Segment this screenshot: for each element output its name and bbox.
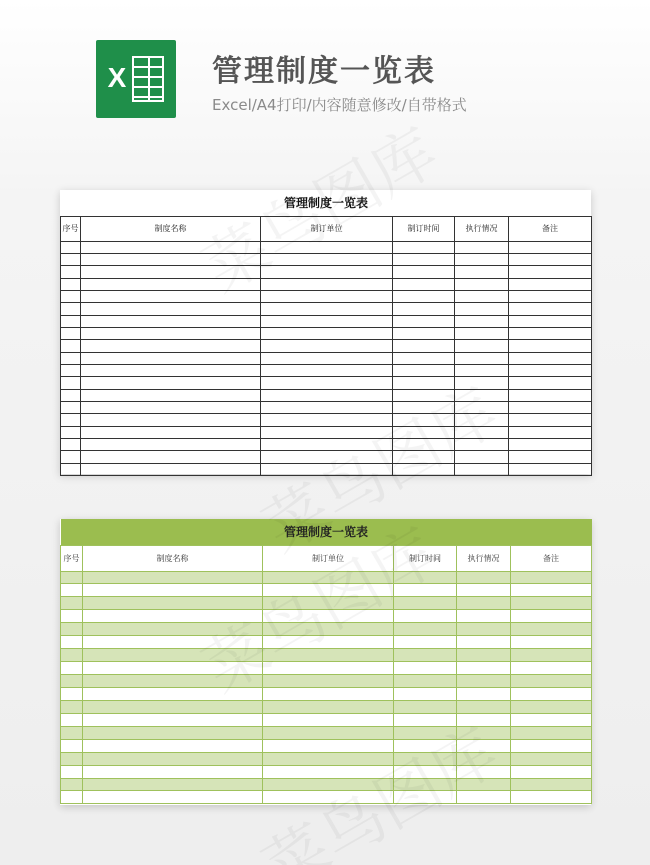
table-row bbox=[61, 765, 592, 778]
table-cell[interactable] bbox=[261, 352, 393, 364]
table-cell[interactable] bbox=[61, 278, 81, 290]
table-cell[interactable] bbox=[393, 352, 455, 364]
table-cell[interactable] bbox=[61, 584, 83, 597]
table-row bbox=[61, 278, 592, 290]
table-cell[interactable] bbox=[394, 687, 457, 700]
table-cell[interactable] bbox=[263, 778, 394, 791]
table-cell[interactable] bbox=[511, 571, 592, 584]
table-cell[interactable] bbox=[455, 266, 509, 278]
table-row bbox=[61, 303, 592, 315]
table-cell[interactable] bbox=[261, 364, 393, 376]
table-row bbox=[61, 752, 592, 765]
table-cell[interactable] bbox=[393, 426, 455, 438]
table-cell[interactable] bbox=[61, 266, 81, 278]
table-row bbox=[61, 636, 592, 649]
table-cell[interactable] bbox=[83, 687, 263, 700]
table-row bbox=[61, 389, 592, 401]
table-cell[interactable] bbox=[83, 584, 263, 597]
table-cell[interactable] bbox=[394, 662, 457, 675]
table-cell[interactable] bbox=[81, 327, 261, 339]
table-cell[interactable] bbox=[394, 765, 457, 778]
table-cell[interactable] bbox=[394, 739, 457, 752]
table-cell[interactable] bbox=[393, 303, 455, 315]
table-cell[interactable] bbox=[261, 426, 393, 438]
table-cell[interactable] bbox=[455, 414, 509, 426]
table-row bbox=[61, 315, 592, 327]
table-cell[interactable] bbox=[511, 765, 592, 778]
page-subtitle: Excel/A4打印/内容随意修改/自带格式 bbox=[212, 96, 467, 114]
spreadsheet-grid-icon bbox=[132, 56, 164, 102]
table-row bbox=[61, 675, 592, 688]
table-cell[interactable] bbox=[83, 739, 263, 752]
table-cell[interactable] bbox=[261, 451, 393, 463]
table-cell[interactable] bbox=[511, 610, 592, 623]
table-cell[interactable] bbox=[509, 414, 592, 426]
table-cell[interactable] bbox=[261, 377, 393, 389]
table-cell[interactable] bbox=[393, 439, 455, 451]
table-cell[interactable] bbox=[81, 426, 261, 438]
table-cell[interactable] bbox=[261, 463, 393, 475]
table-row bbox=[61, 327, 592, 339]
column-header-status: 执行情况 bbox=[455, 216, 509, 241]
table-cell[interactable] bbox=[509, 352, 592, 364]
table-cell[interactable] bbox=[261, 389, 393, 401]
table-cell[interactable] bbox=[81, 290, 261, 302]
table-cell[interactable] bbox=[509, 327, 592, 339]
table-row bbox=[61, 687, 592, 700]
table-cell[interactable] bbox=[83, 597, 263, 610]
table-cell[interactable] bbox=[457, 662, 511, 675]
table-row bbox=[61, 352, 592, 364]
table-cell[interactable] bbox=[393, 451, 455, 463]
table-row bbox=[61, 414, 592, 426]
table-cell[interactable] bbox=[261, 303, 393, 315]
column-header-unit: 制订单位 bbox=[261, 216, 393, 241]
table-cell[interactable] bbox=[61, 315, 81, 327]
table-cell[interactable] bbox=[394, 713, 457, 726]
table-cell[interactable] bbox=[61, 700, 83, 713]
table-cell[interactable] bbox=[394, 700, 457, 713]
table-cell[interactable] bbox=[455, 364, 509, 376]
table-cell[interactable] bbox=[394, 571, 457, 584]
table-cell[interactable] bbox=[263, 649, 394, 662]
table-cell[interactable] bbox=[261, 414, 393, 426]
table-cell[interactable] bbox=[81, 451, 261, 463]
table-cell[interactable] bbox=[61, 389, 81, 401]
table-row bbox=[61, 623, 592, 636]
table-cell[interactable] bbox=[509, 241, 592, 253]
table-cell[interactable] bbox=[61, 675, 83, 688]
table-cell[interactable] bbox=[261, 266, 393, 278]
column-header-name: 制度名称 bbox=[83, 545, 263, 571]
table-cell[interactable] bbox=[509, 426, 592, 438]
table-cell[interactable] bbox=[509, 463, 592, 475]
table-cell[interactable] bbox=[511, 739, 592, 752]
table-cell[interactable] bbox=[457, 649, 511, 662]
table-cell[interactable] bbox=[263, 765, 394, 778]
table-cell[interactable] bbox=[83, 571, 263, 584]
table-cell[interactable] bbox=[511, 662, 592, 675]
table-row bbox=[61, 597, 592, 610]
table-cell[interactable] bbox=[457, 636, 511, 649]
table-cell[interactable] bbox=[455, 278, 509, 290]
table-cell[interactable] bbox=[455, 241, 509, 253]
table-cell[interactable] bbox=[511, 687, 592, 700]
table-row bbox=[61, 401, 592, 413]
table-cell[interactable] bbox=[457, 752, 511, 765]
table-cell[interactable] bbox=[261, 241, 393, 253]
table-cell[interactable] bbox=[509, 278, 592, 290]
table-cell[interactable] bbox=[511, 649, 592, 662]
table-cell[interactable] bbox=[455, 451, 509, 463]
table-cell[interactable] bbox=[393, 463, 455, 475]
table-cell[interactable] bbox=[394, 649, 457, 662]
table-cell[interactable] bbox=[61, 765, 83, 778]
table-cell[interactable] bbox=[61, 241, 81, 253]
table-cell[interactable] bbox=[509, 377, 592, 389]
table-row bbox=[61, 377, 592, 389]
table-cell[interactable] bbox=[81, 389, 261, 401]
table-cell[interactable] bbox=[455, 352, 509, 364]
table-row bbox=[61, 364, 592, 376]
table-cell[interactable] bbox=[511, 597, 592, 610]
table-cell[interactable] bbox=[263, 791, 394, 804]
column-header-name: 制度名称 bbox=[81, 216, 261, 241]
table-body bbox=[61, 241, 592, 476]
table-cell[interactable] bbox=[261, 327, 393, 339]
table-cell[interactable] bbox=[83, 636, 263, 649]
table-cell[interactable] bbox=[509, 253, 592, 265]
table-cell[interactable] bbox=[455, 253, 509, 265]
table-row bbox=[61, 700, 592, 713]
table-cell[interactable] bbox=[263, 571, 394, 584]
table-cell[interactable] bbox=[393, 241, 455, 253]
table-cell[interactable] bbox=[261, 290, 393, 302]
table-row bbox=[61, 662, 592, 675]
table-cell[interactable] bbox=[61, 401, 81, 413]
column-header-remarks: 备注 bbox=[511, 545, 592, 571]
table-cell[interactable] bbox=[509, 266, 592, 278]
table-cell[interactable] bbox=[511, 791, 592, 804]
table-cell[interactable] bbox=[263, 662, 394, 675]
table-cell[interactable] bbox=[457, 584, 511, 597]
table-row bbox=[61, 713, 592, 726]
table-cell[interactable] bbox=[511, 636, 592, 649]
table-cell[interactable] bbox=[509, 315, 592, 327]
table-row bbox=[61, 791, 592, 804]
table-cell[interactable] bbox=[263, 584, 394, 597]
table-cell[interactable] bbox=[61, 364, 81, 376]
table-row bbox=[61, 649, 592, 662]
table-cell[interactable] bbox=[81, 303, 261, 315]
table-cell[interactable] bbox=[457, 778, 511, 791]
table-cell[interactable] bbox=[394, 584, 457, 597]
table-cell[interactable] bbox=[61, 439, 81, 451]
table-cell[interactable] bbox=[83, 726, 263, 739]
table-row bbox=[61, 253, 592, 265]
table-cell[interactable] bbox=[61, 649, 83, 662]
table-cell[interactable] bbox=[263, 610, 394, 623]
table-row bbox=[61, 241, 592, 253]
table-cell[interactable] bbox=[455, 426, 509, 438]
table-cell[interactable] bbox=[394, 791, 457, 804]
table-title: 管理制度一览表 bbox=[61, 190, 592, 216]
table-cell[interactable] bbox=[455, 401, 509, 413]
table-cell[interactable] bbox=[83, 649, 263, 662]
table-cell[interactable] bbox=[61, 414, 81, 426]
table-cell[interactable] bbox=[261, 401, 393, 413]
table-cell[interactable] bbox=[455, 290, 509, 302]
table-cell[interactable] bbox=[81, 377, 261, 389]
table-cell[interactable] bbox=[81, 266, 261, 278]
column-header-status: 执行情况 bbox=[457, 545, 511, 571]
table-cell[interactable] bbox=[83, 765, 263, 778]
table-cell[interactable] bbox=[457, 791, 511, 804]
regulation-table-green bbox=[60, 519, 592, 804]
table-cell[interactable] bbox=[261, 315, 393, 327]
table-cell[interactable] bbox=[393, 364, 455, 376]
table-cell[interactable] bbox=[61, 778, 83, 791]
table-cell[interactable] bbox=[263, 687, 394, 700]
table-cell[interactable] bbox=[393, 315, 455, 327]
table-cell[interactable] bbox=[61, 687, 83, 700]
table-row bbox=[61, 340, 592, 352]
table-cell[interactable] bbox=[263, 623, 394, 636]
table-title: 管理制度一览表 bbox=[61, 519, 592, 545]
table-cell[interactable] bbox=[511, 584, 592, 597]
table-row bbox=[61, 571, 592, 584]
table-cell[interactable] bbox=[261, 253, 393, 265]
table-cell[interactable] bbox=[61, 463, 81, 475]
table-cell[interactable] bbox=[393, 278, 455, 290]
table-cell[interactable] bbox=[81, 401, 261, 413]
table-cell[interactable] bbox=[261, 278, 393, 290]
table-cell[interactable] bbox=[509, 364, 592, 376]
table-cell[interactable] bbox=[457, 700, 511, 713]
table-cell[interactable] bbox=[81, 352, 261, 364]
table-cell[interactable] bbox=[61, 327, 81, 339]
table-cell[interactable] bbox=[81, 278, 261, 290]
table-cell[interactable] bbox=[61, 752, 83, 765]
table-cell[interactable] bbox=[509, 439, 592, 451]
table-cell[interactable] bbox=[81, 463, 261, 475]
table-cell[interactable] bbox=[455, 340, 509, 352]
table-cell[interactable] bbox=[81, 414, 261, 426]
table-cell[interactable] bbox=[83, 610, 263, 623]
table-cell[interactable] bbox=[61, 377, 81, 389]
table-cell[interactable] bbox=[83, 700, 263, 713]
column-header-date: 制订时间 bbox=[394, 545, 457, 571]
table-cell[interactable] bbox=[455, 389, 509, 401]
table-cell[interactable] bbox=[61, 253, 81, 265]
table-cell[interactable] bbox=[455, 463, 509, 475]
page-title: 管理制度一览表 bbox=[212, 54, 436, 89]
table-cell[interactable] bbox=[511, 700, 592, 713]
table-cell[interactable] bbox=[509, 401, 592, 413]
table-cell[interactable] bbox=[83, 662, 263, 675]
table-cell[interactable] bbox=[457, 610, 511, 623]
table-cell[interactable] bbox=[61, 713, 83, 726]
table-cell[interactable] bbox=[261, 340, 393, 352]
column-header-date: 制订时间 bbox=[393, 216, 455, 241]
table-cell[interactable] bbox=[394, 636, 457, 649]
table-cell[interactable] bbox=[263, 700, 394, 713]
table-cell[interactable] bbox=[61, 597, 83, 610]
table-row bbox=[61, 426, 592, 438]
table-cell[interactable] bbox=[263, 597, 394, 610]
column-header-index: 序号 bbox=[61, 545, 83, 571]
table-cell[interactable] bbox=[393, 340, 455, 352]
table-cell[interactable] bbox=[457, 675, 511, 688]
table-row bbox=[61, 610, 592, 623]
table-row bbox=[61, 463, 592, 475]
table-cell[interactable] bbox=[511, 778, 592, 791]
table-cell[interactable] bbox=[61, 290, 81, 302]
table-cell[interactable] bbox=[263, 726, 394, 739]
table-cell[interactable] bbox=[61, 623, 83, 636]
table-cell[interactable] bbox=[81, 364, 261, 376]
column-header-remarks: 备注 bbox=[509, 216, 592, 241]
table-cell[interactable] bbox=[81, 241, 261, 253]
table-cell[interactable] bbox=[394, 726, 457, 739]
table-cell[interactable] bbox=[509, 451, 592, 463]
table-cell[interactable] bbox=[394, 752, 457, 765]
table-cell[interactable] bbox=[61, 426, 81, 438]
table-cell[interactable] bbox=[457, 623, 511, 636]
table-cell[interactable] bbox=[509, 290, 592, 302]
table-cell[interactable] bbox=[393, 401, 455, 413]
table-row bbox=[61, 739, 592, 752]
table-cell[interactable] bbox=[509, 303, 592, 315]
table-cell[interactable] bbox=[263, 739, 394, 752]
table-cell[interactable] bbox=[81, 253, 261, 265]
table-cell[interactable] bbox=[457, 687, 511, 700]
table-cell[interactable] bbox=[394, 597, 457, 610]
table-cell[interactable] bbox=[61, 662, 83, 675]
table-cell[interactable] bbox=[81, 340, 261, 352]
table-cell[interactable] bbox=[61, 636, 83, 649]
table-cell[interactable] bbox=[394, 610, 457, 623]
table-cell[interactable] bbox=[83, 713, 263, 726]
table-cell[interactable] bbox=[393, 414, 455, 426]
table-cell[interactable] bbox=[509, 340, 592, 352]
table-cell[interactable] bbox=[457, 713, 511, 726]
table-cell[interactable] bbox=[61, 571, 83, 584]
table-cell[interactable] bbox=[83, 752, 263, 765]
table-cell[interactable] bbox=[509, 389, 592, 401]
table-cell[interactable] bbox=[61, 340, 81, 352]
table-cell[interactable] bbox=[394, 675, 457, 688]
table-preview-green bbox=[60, 519, 591, 805]
table-cell[interactable] bbox=[457, 765, 511, 778]
table-cell[interactable] bbox=[263, 675, 394, 688]
table-cell[interactable] bbox=[393, 266, 455, 278]
table-cell[interactable] bbox=[511, 623, 592, 636]
table-cell[interactable] bbox=[61, 726, 83, 739]
table-cell[interactable] bbox=[261, 439, 393, 451]
table-cell[interactable] bbox=[511, 675, 592, 688]
excel-logo-icon bbox=[96, 40, 176, 118]
table-cell[interactable] bbox=[83, 778, 263, 791]
table-cell[interactable] bbox=[81, 315, 261, 327]
table-cell[interactable] bbox=[263, 752, 394, 765]
table-cell[interactable] bbox=[83, 791, 263, 804]
table-cell[interactable] bbox=[394, 778, 457, 791]
table-cell[interactable] bbox=[511, 752, 592, 765]
table-cell[interactable] bbox=[455, 327, 509, 339]
column-header-index: 序号 bbox=[61, 216, 81, 241]
table-cell[interactable] bbox=[457, 597, 511, 610]
table-row bbox=[61, 290, 592, 302]
table-cell[interactable] bbox=[457, 571, 511, 584]
table-body bbox=[61, 571, 592, 804]
table-row bbox=[61, 584, 592, 597]
table-cell[interactable] bbox=[61, 303, 81, 315]
table-cell[interactable] bbox=[263, 636, 394, 649]
column-header-unit: 制订单位 bbox=[263, 545, 394, 571]
table-cell[interactable] bbox=[263, 713, 394, 726]
table-cell[interactable] bbox=[61, 739, 83, 752]
table-cell[interactable] bbox=[83, 623, 263, 636]
table-cell[interactable] bbox=[455, 315, 509, 327]
table-cell[interactable] bbox=[81, 439, 261, 451]
table-cell[interactable] bbox=[61, 791, 83, 804]
logo-letter: X bbox=[107, 62, 127, 93]
table-cell[interactable] bbox=[393, 253, 455, 265]
table-cell[interactable] bbox=[61, 451, 81, 463]
table-row bbox=[61, 451, 592, 463]
table-cell[interactable] bbox=[394, 623, 457, 636]
table-cell[interactable] bbox=[455, 303, 509, 315]
table-cell[interactable] bbox=[393, 290, 455, 302]
table-cell[interactable] bbox=[61, 352, 81, 364]
table-cell[interactable] bbox=[457, 726, 511, 739]
table-cell[interactable] bbox=[511, 713, 592, 726]
table-cell[interactable] bbox=[455, 439, 509, 451]
regulation-table-plain bbox=[60, 190, 592, 476]
table-row bbox=[61, 439, 592, 451]
table-row bbox=[61, 778, 592, 791]
table-preview-plain bbox=[60, 190, 591, 474]
table-cell[interactable] bbox=[393, 377, 455, 389]
table-cell[interactable] bbox=[61, 610, 83, 623]
table-cell[interactable] bbox=[457, 739, 511, 752]
table-row bbox=[61, 266, 592, 278]
table-row bbox=[61, 726, 592, 739]
table-cell[interactable] bbox=[393, 327, 455, 339]
table-cell[interactable] bbox=[455, 377, 509, 389]
table-cell[interactable] bbox=[393, 389, 455, 401]
table-cell[interactable] bbox=[511, 726, 592, 739]
table-cell[interactable] bbox=[83, 675, 263, 688]
